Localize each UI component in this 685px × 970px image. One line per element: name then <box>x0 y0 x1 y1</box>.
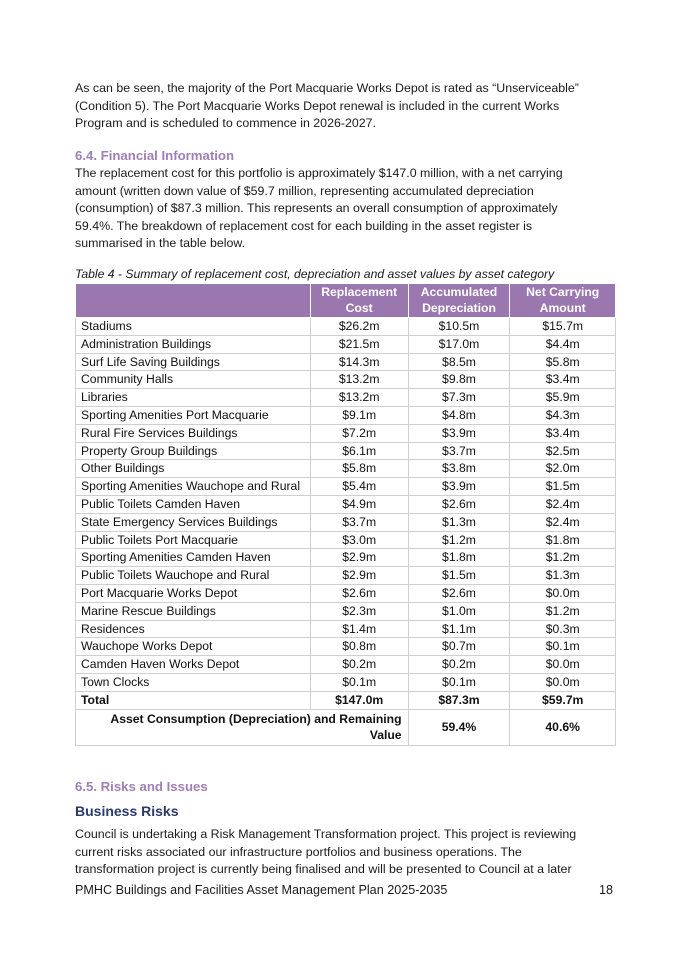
table-row <box>76 638 616 656</box>
row-net-carrying-amount: $0.0m <box>510 673 616 691</box>
row-replacement-cost: $7.2m <box>310 424 408 442</box>
consumption-depreciation: 59.4% <box>408 709 510 745</box>
total-depreciation: $87.3m <box>408 691 510 709</box>
table-row <box>76 478 616 496</box>
row-net-carrying-amount: $1.2m <box>510 549 616 567</box>
row-category: Camden Haven Works Depot <box>76 656 311 674</box>
risks-line: Council is undertaking a Risk Management Transformation project. This project is reviewing <box>75 827 577 841</box>
table-row <box>76 602 616 620</box>
row-net-carrying-amount: $4.4m <box>510 335 616 353</box>
table-row <box>76 620 616 638</box>
risks-line: current risks associated our infrastructure portfolios and business operations. The <box>75 844 522 859</box>
row-replacement-cost: $0.8m <box>310 638 408 656</box>
table-row <box>76 549 616 567</box>
row-net-carrying-amount: $3.4m <box>510 424 616 442</box>
row-replacement-cost: $5.8m <box>310 460 408 478</box>
row-category: Marine Rescue Buildings <box>76 602 311 620</box>
table-row <box>76 318 616 336</box>
financial-heading: 6.4. Financial Information <box>75 148 235 163</box>
row-net-carrying-amount: $5.9m <box>510 389 616 407</box>
row-replacement-cost: $5.4m <box>310 478 408 496</box>
row-replacement-cost: $0.1m <box>310 673 408 691</box>
row-net-carrying-amount: $5.8m <box>510 353 616 371</box>
table-row <box>76 531 616 549</box>
row-net-carrying-amount: $2.4m <box>510 513 616 531</box>
row-accumulated-depreciation: $10.5m <box>408 318 510 336</box>
row-net-carrying-amount: $0.3m <box>510 620 616 638</box>
row-accumulated-depreciation: $3.9m <box>408 478 510 496</box>
financial-line: The replacement cost for this portfolio is approximately $147.0 million, with a net carrying <box>75 166 563 180</box>
row-accumulated-depreciation: $3.8m <box>408 460 510 478</box>
row-net-carrying-amount: $2.5m <box>510 442 616 460</box>
row-accumulated-depreciation: $1.3m <box>408 513 510 531</box>
row-accumulated-depreciation: $2.6m <box>408 584 510 602</box>
row-replacement-cost: $26.2m <box>310 318 408 336</box>
row-accumulated-depreciation: $4.8m <box>408 406 510 424</box>
table-row <box>76 656 616 674</box>
row-accumulated-depreciation: $17.0m <box>408 335 510 353</box>
risks-paragraph <box>75 826 610 879</box>
row-net-carrying-amount: $4.3m <box>510 406 616 424</box>
table-row <box>76 495 616 513</box>
row-replacement-cost: $14.3m <box>310 353 408 371</box>
asset-summary-table <box>75 283 616 746</box>
row-category: Sporting Amenities Port Macquarie <box>76 406 311 424</box>
row-replacement-cost: $2.9m <box>310 567 408 585</box>
row-net-carrying-amount: $1.2m <box>510 602 616 620</box>
row-accumulated-depreciation: $0.1m <box>408 673 510 691</box>
row-category: Sporting Amenities Wauchope and Rural <box>76 478 311 496</box>
financial-line: 59.4%. The breakdown of replacement cost for each building in the asset register is <box>75 218 533 233</box>
row-category: Property Group Buildings <box>76 442 311 460</box>
row-net-carrying-amount: $3.4m <box>510 371 616 389</box>
row-category: Public Toilets Camden Haven <box>76 495 311 513</box>
row-replacement-cost: $6.1m <box>310 442 408 460</box>
row-category: Rural Fire Services Buildings <box>76 424 311 442</box>
intro-line: As can be seen, the majority of the Port Macquarie Works Depot is rated as “Unserviceable” <box>75 81 579 95</box>
table-consumption-row <box>76 709 616 745</box>
row-net-carrying-amount: $2.0m <box>510 460 616 478</box>
row-replacement-cost: $3.7m <box>310 513 408 531</box>
table-header-row <box>76 284 616 318</box>
row-accumulated-depreciation: $8.5m <box>408 353 510 371</box>
row-category: Residences <box>76 620 311 638</box>
header-category <box>76 284 311 318</box>
row-accumulated-depreciation: $1.1m <box>408 620 510 638</box>
risks-line: transformation project is currently being finalised and will be presented to Council at a later <box>75 862 572 877</box>
row-replacement-cost: $2.6m <box>310 584 408 602</box>
row-net-carrying-amount: $1.5m <box>510 478 616 496</box>
row-category: Wauchope Works Depot <box>76 638 311 656</box>
row-accumulated-depreciation: $9.8m <box>408 371 510 389</box>
table-total-row <box>76 691 616 709</box>
row-accumulated-depreciation: $1.2m <box>408 531 510 549</box>
row-accumulated-depreciation: $1.5m <box>408 567 510 585</box>
header-replacement-cost: Replacement Cost <box>310 284 408 318</box>
table-row <box>76 513 616 531</box>
row-replacement-cost: $1.4m <box>310 620 408 638</box>
financial-line: amount (written down value of $59.7 million, representing accumulated depreciation <box>75 183 534 198</box>
row-net-carrying-amount: $15.7m <box>510 318 616 336</box>
financial-paragraph <box>75 165 610 253</box>
table-row <box>76 335 616 353</box>
row-category: Public Toilets Port Macquarie <box>76 531 311 549</box>
total-label: Total <box>76 691 311 709</box>
intro-line: Program and is scheduled to commence in 2026-2027. <box>75 116 376 131</box>
total-replacement: $147.0m <box>310 691 408 709</box>
row-replacement-cost: $2.3m <box>310 602 408 620</box>
table-row <box>76 584 616 602</box>
header-accumulated-depreciation: Accumulated Depreciation <box>408 284 510 318</box>
table-caption: Table 4 - Summary of replacement cost, depreciation and asset values by asset category <box>75 267 555 281</box>
table-row <box>76 460 616 478</box>
row-replacement-cost: $9.1m <box>310 406 408 424</box>
row-replacement-cost: $4.9m <box>310 495 408 513</box>
table-row <box>76 406 616 424</box>
row-category: Community Halls <box>76 371 311 389</box>
row-category: Town Clocks <box>76 673 311 691</box>
row-accumulated-depreciation: $0.7m <box>408 638 510 656</box>
row-accumulated-depreciation: $3.9m <box>408 424 510 442</box>
row-accumulated-depreciation: $0.2m <box>408 656 510 674</box>
row-category: Stadiums <box>76 318 311 336</box>
row-replacement-cost: $13.2m <box>310 389 408 407</box>
row-replacement-cost: $3.0m <box>310 531 408 549</box>
intro-line: (Condition 5). The Port Macquarie Works Depot renewal is included in the current Works <box>75 98 560 113</box>
row-category: Administration Buildings <box>76 335 311 353</box>
table-row <box>76 567 616 585</box>
row-category: Sporting Amenities Camden Haven <box>76 549 311 567</box>
header-net-carrying-amount: Net Carrying Amount <box>510 284 616 318</box>
business-risks-subheading: Business Risks <box>75 803 179 819</box>
consumption-net: 40.6% <box>510 709 616 745</box>
risks-heading: 6.5. Risks and Issues <box>75 779 208 794</box>
page-number: 18 <box>598 883 613 897</box>
row-accumulated-depreciation: $7.3m <box>408 389 510 407</box>
row-category: Port Macquarie Works Depot <box>76 584 311 602</box>
row-accumulated-depreciation: $3.7m <box>408 442 510 460</box>
consumption-label: Asset Consumption (Depreciation) and Remaining Value <box>76 709 409 745</box>
row-net-carrying-amount: $2.4m <box>510 495 616 513</box>
row-net-carrying-amount: $0.0m <box>510 656 616 674</box>
row-replacement-cost: $0.2m <box>310 656 408 674</box>
row-net-carrying-amount: $1.3m <box>510 567 616 585</box>
table-row <box>76 424 616 442</box>
row-net-carrying-amount: $0.0m <box>510 584 616 602</box>
intro-paragraph <box>75 80 610 133</box>
financial-line: (consumption) of $87.3 million. This represents an overall consumption of approximately <box>75 201 558 216</box>
total-net: $59.7m <box>510 691 616 709</box>
footer-title: PMHC Buildings and Facilities Asset Management Plan 2025-2035 <box>75 883 448 897</box>
row-net-carrying-amount: $0.1m <box>510 638 616 656</box>
row-accumulated-depreciation: $1.0m <box>408 602 510 620</box>
table-row <box>76 673 616 691</box>
table-row <box>76 353 616 371</box>
row-category: Public Toilets Wauchope and Rural <box>76 567 311 585</box>
table-row <box>76 389 616 407</box>
row-accumulated-depreciation: $2.6m <box>408 495 510 513</box>
financial-line: summarised in the table below. <box>75 236 246 251</box>
table-row <box>76 442 616 460</box>
row-replacement-cost: $13.2m <box>310 371 408 389</box>
row-accumulated-depreciation: $1.8m <box>408 549 510 567</box>
row-replacement-cost: $2.9m <box>310 549 408 567</box>
row-category: State Emergency Services Buildings <box>76 513 311 531</box>
table-row <box>76 371 616 389</box>
row-category: Libraries <box>76 389 311 407</box>
row-category: Surf Life Saving Buildings <box>76 353 311 371</box>
row-replacement-cost: $21.5m <box>310 335 408 353</box>
row-category: Other Buildings <box>76 460 311 478</box>
row-net-carrying-amount: $1.8m <box>510 531 616 549</box>
table-body <box>76 318 616 692</box>
